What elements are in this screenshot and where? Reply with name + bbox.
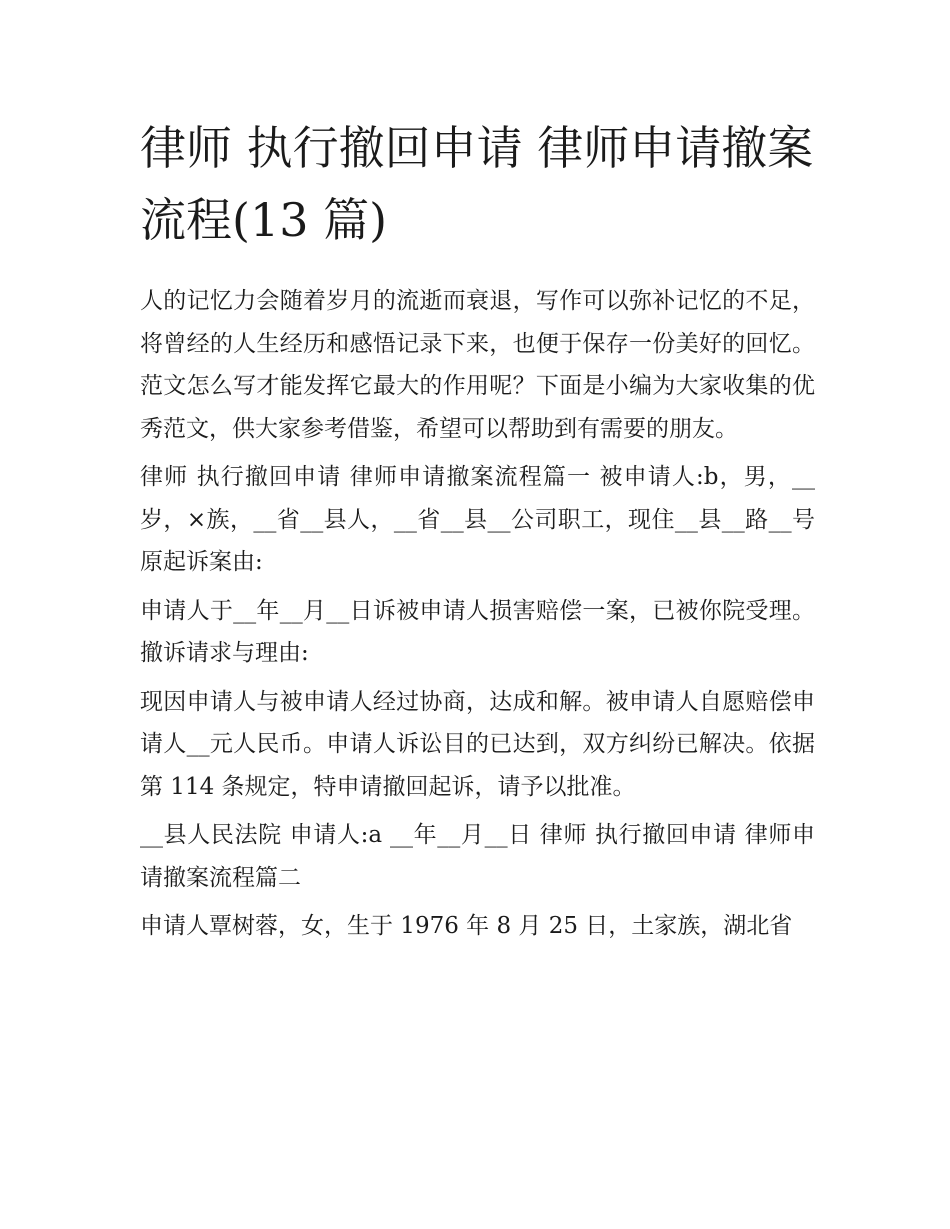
document-body	[140, 280, 815, 948]
withdrawal-reason-paragraph: 现因申请人与被申请人经过协商，达成和解。被申请人自愿赔偿申请人__元人民币。申请人诉讼目的已达到，双方纠纷已解决。依据第 114 条规定，特申请撤回起诉，请予以批准。	[140, 688, 815, 800]
case-filing-paragraph: 申请人于__年__月__日诉被申请人损害赔偿一案，已被你院受理。 撤诉请求与理由:	[140, 597, 815, 666]
intro-paragraph: 人的记忆力会随着岁月的流逝而衰退，写作可以弥补记忆的不足，将曾经的人生经历和感悟记录下来，也便于保存一份美好的回忆。范文怎么写才能发挥它最大的作用呢？下面是小编为大家收集的优秀范文，供大家参考借鉴，希望可以帮助到有需要的朋友。	[140, 288, 815, 442]
signature-paragraph: __县人民法院 申请人:a __年__月__日 律师 执行撤回申请 律师申请撤案流程篇二	[140, 822, 815, 891]
section-one-paragraph: 律师 执行撤回申请 律师申请撤案流程篇一 被申请人:b，男，__岁，×族，__省__县人，__省__县__公司职工，现住__县__路__号 原起诉案由:	[140, 464, 815, 575]
document-title: 律师 执行撤回申请 律师申请撤案流程(13 篇)	[140, 121, 814, 247]
section-two-paragraph: 申请人覃树蓉，女，生于 1976 年 8 月 25 日，土家族，湖北省	[140, 913, 793, 939]
